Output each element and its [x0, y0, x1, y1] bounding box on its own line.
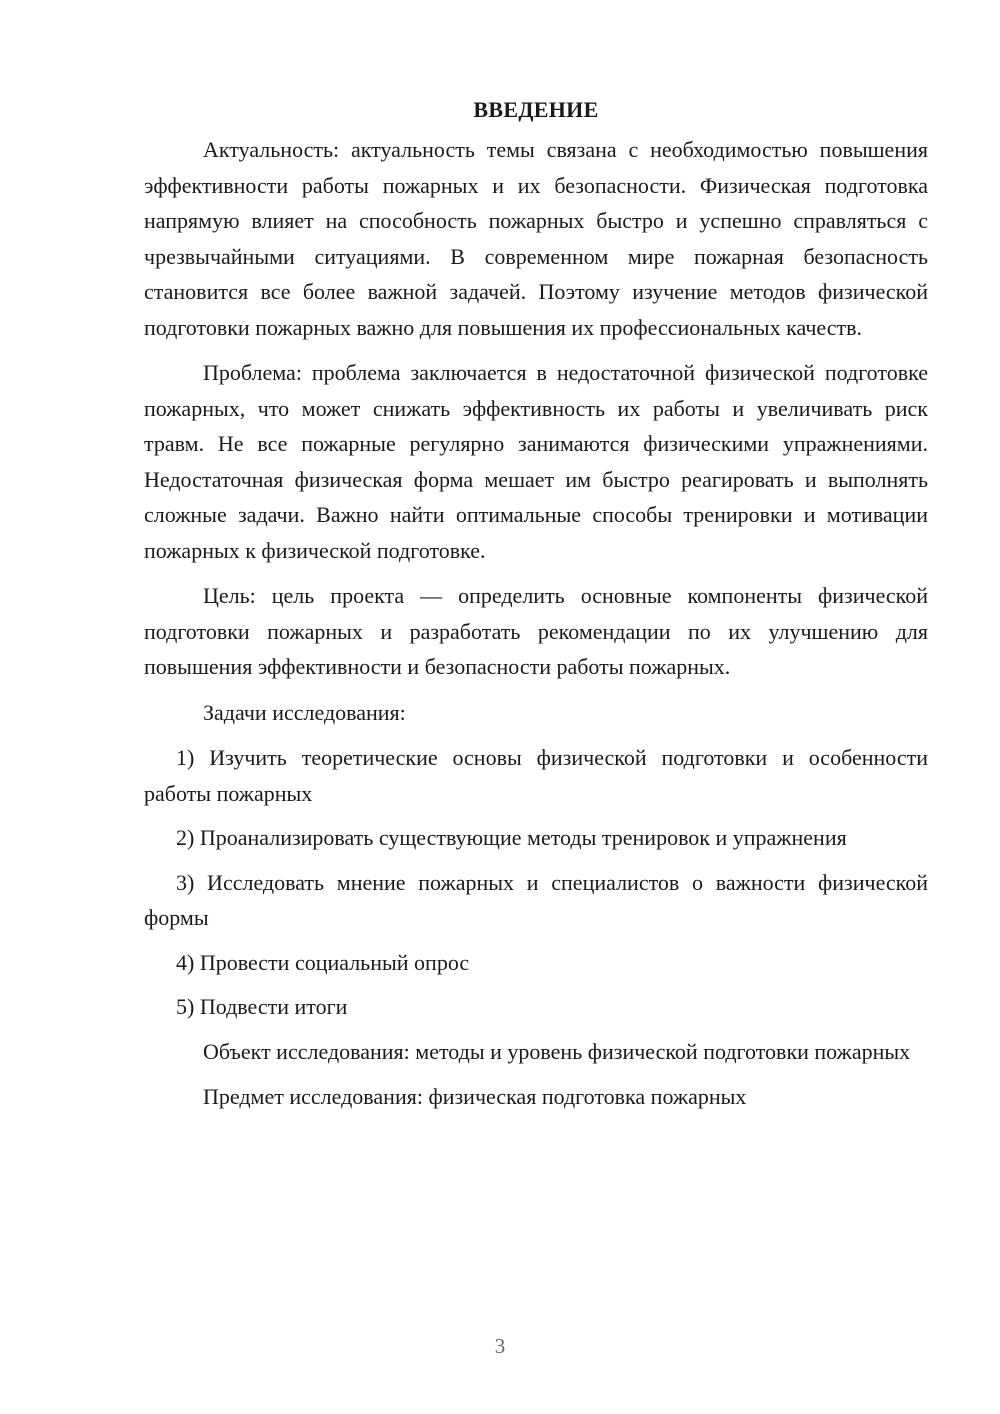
- research-subject-paragraph: Предмет исследования: физическая подготовка пожарных: [203, 1084, 747, 1109]
- document-page: [144, 92, 928, 1125]
- task-item-2: 2) Проанализировать существующие методы тренировок и упражнения: [176, 825, 847, 850]
- task-item-1: 1) Изучить теоретические основы физической подготовки и особенности работы пожарных: [144, 745, 928, 806]
- task-item-5: 5) Подвести итоги: [176, 994, 348, 1019]
- problem-paragraph: Проблема: проблема заключается в недостаточной физической подготовке пожарных, что может снижать эффективность их работы и увеличивать риск травм. Не все пожарные регулярно занимаются физическими упражнениями. Недостаточная физическая форма мешает им быстро реагировать и выполнять сложные задачи. Важно найти оптимальные способы тренировки и мотивации пожарных к физической подготовке.: [144, 360, 928, 563]
- research-object-paragraph: Объект исследования: методы и уровень физической подготовки пожарных: [203, 1038, 911, 1064]
- relevance-paragraph: Актуальность: актуальность темы связана с необходимостью повышения эффективности работы пожарных и их безопасности. Физическая подготовка напрямую влияет на способность пожарных быстро и успешно справляться с чрезвычайными ситуациями. В современном мире пожарная безопасность становится все более важной задачей. Поэтому изучение методов физической подготовки пожарных важно для повышения их профессиональных качеств.: [144, 137, 928, 340]
- tasks-heading: Задачи исследования:: [203, 699, 406, 725]
- section-title: ВВЕДЕНИЕ: [473, 97, 599, 122]
- page-number: 3: [494, 1334, 506, 1358]
- goal-paragraph: Цель: цель проекта — определить основные компоненты физической подготовки пожарных и разработать рекомендации по их улучшению для повышения эффективности и безопасности работы пожарных.: [144, 583, 928, 679]
- task-item-3: 3) Исследовать мнение пожарных и специалистов о важности физической формы: [144, 869, 928, 930]
- task-item-4: 4) Провести социальный опрос: [176, 949, 470, 975]
